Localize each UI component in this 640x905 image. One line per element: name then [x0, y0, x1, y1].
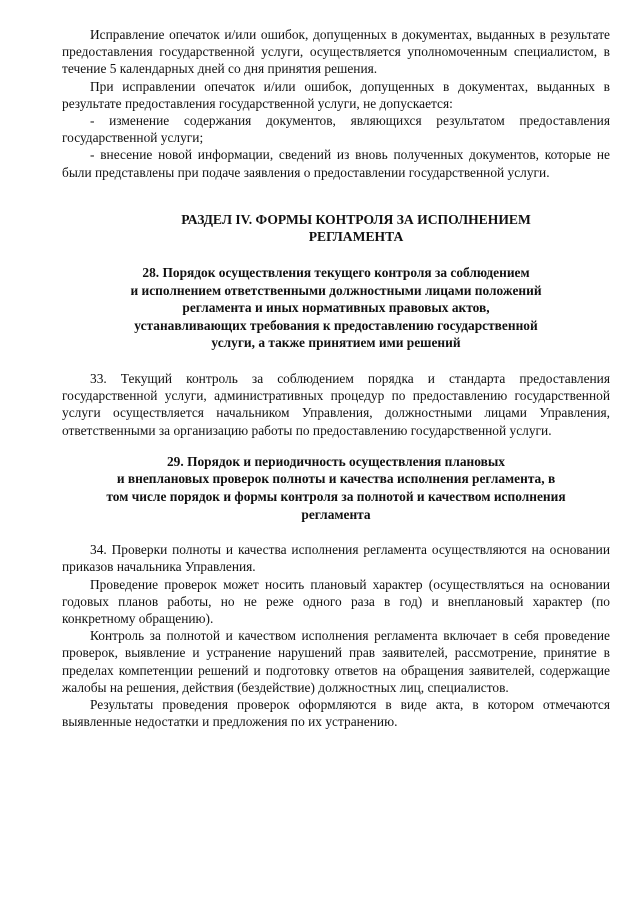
spacer [62, 439, 610, 453]
paragraph-34: 34. Проверки полноты и качества исполнения регламента осуществляются на основании приказов начальника Управления. [62, 542, 610, 575]
section-title-line-1: РАЗДЕЛ IV. ФОРМЫ КОНТРОЛЯ ЗА ИСПОЛНЕНИЕМ [181, 211, 531, 227]
document-page [62, 26, 610, 730]
paragraph-inspection-types: Проведение проверок может носить плановый характер (осуществляться на основании годовых планов работы, но не реже одного раза в год) и внеплановый характер (по конкретному обращению). [62, 576, 610, 626]
paragraph-control-scope: Контроль за полнотой и качеством исполнения регламента включает в себя проведение проверок, выявление и устранение нарушений прав заявителей, рассмотрение, принятие в пределах компетенции решений и подготовку ответов на обращения заявителей, содержащие жалобы на решения, действия (бездействие) должностных лиц, специалистов. [62, 628, 610, 695]
heading-29-line-1: 29. Порядок и периодичность осуществления плановых [166, 453, 506, 469]
paragraph-inspection-results: Результаты проведения проверок оформляются в виде акта, в котором отмечаются выявленные недостатки и предложения по их устранению. [62, 697, 610, 730]
heading-29-line-3: том числе порядок и формы контроля за полнотой и качеством исполнения [106, 488, 566, 504]
spacer [62, 523, 610, 541]
heading-29-line-2: и внеплановых проверок полноты и качества исполнения регламента, в [116, 471, 556, 487]
list-item-content-change: - изменение содержания документов, являющихся результатом предоставления государственной услуги; [62, 113, 610, 146]
heading-28 [62, 264, 610, 352]
spacer [62, 352, 610, 370]
section-title-line-2: РЕГЛАМЕНТА [308, 229, 404, 245]
paragraph-correction-term: Исправление опечаток и/или ошибок, допущенных в документах, выданных в результате предоставления государственной услуги, осуществляется уполномоченным специалистом, в течение 5 календарных дней со дня принятия решения. [62, 27, 610, 77]
paragraph-correction-restrictions: При исправлении опечаток и/или ошибок, допущенных в документах, выданных в результате предоставления государственной услуги, не допускается: [62, 78, 610, 111]
heading-28-line-2: и исполнением ответственными должностными лицами положений [130, 282, 542, 298]
heading-28-line-5: услуги, а также принятием ими решений [211, 335, 461, 351]
spacer [62, 181, 610, 211]
heading-29-line-4: регламента [301, 506, 371, 522]
heading-29 [62, 453, 610, 523]
section-title [62, 211, 610, 246]
heading-28-line-1: 28. Порядок осуществления текущего контроля за соблюдением [142, 265, 530, 281]
spacer [62, 246, 610, 264]
heading-28-line-4: устанавливающих требования к предоставлению государственной [134, 317, 538, 333]
list-item-new-information: - внесение новой информации, сведений из вновь полученных документов, которые не были представлены при подаче заявления о предоставлении государственной услуги. [62, 147, 610, 180]
heading-28-line-3: регламента и иных нормативных правовых актов, [182, 300, 490, 316]
paragraph-33: 33. Текущий контроль за соблюдением порядка и стандарта предоставления государственной услуги, административных процедур по предоставлению государственной услуги осуществляется начальником Управления, должностными лицами Управления, ответственными за организацию работы по предоставлению государственной услуги. [62, 370, 610, 438]
